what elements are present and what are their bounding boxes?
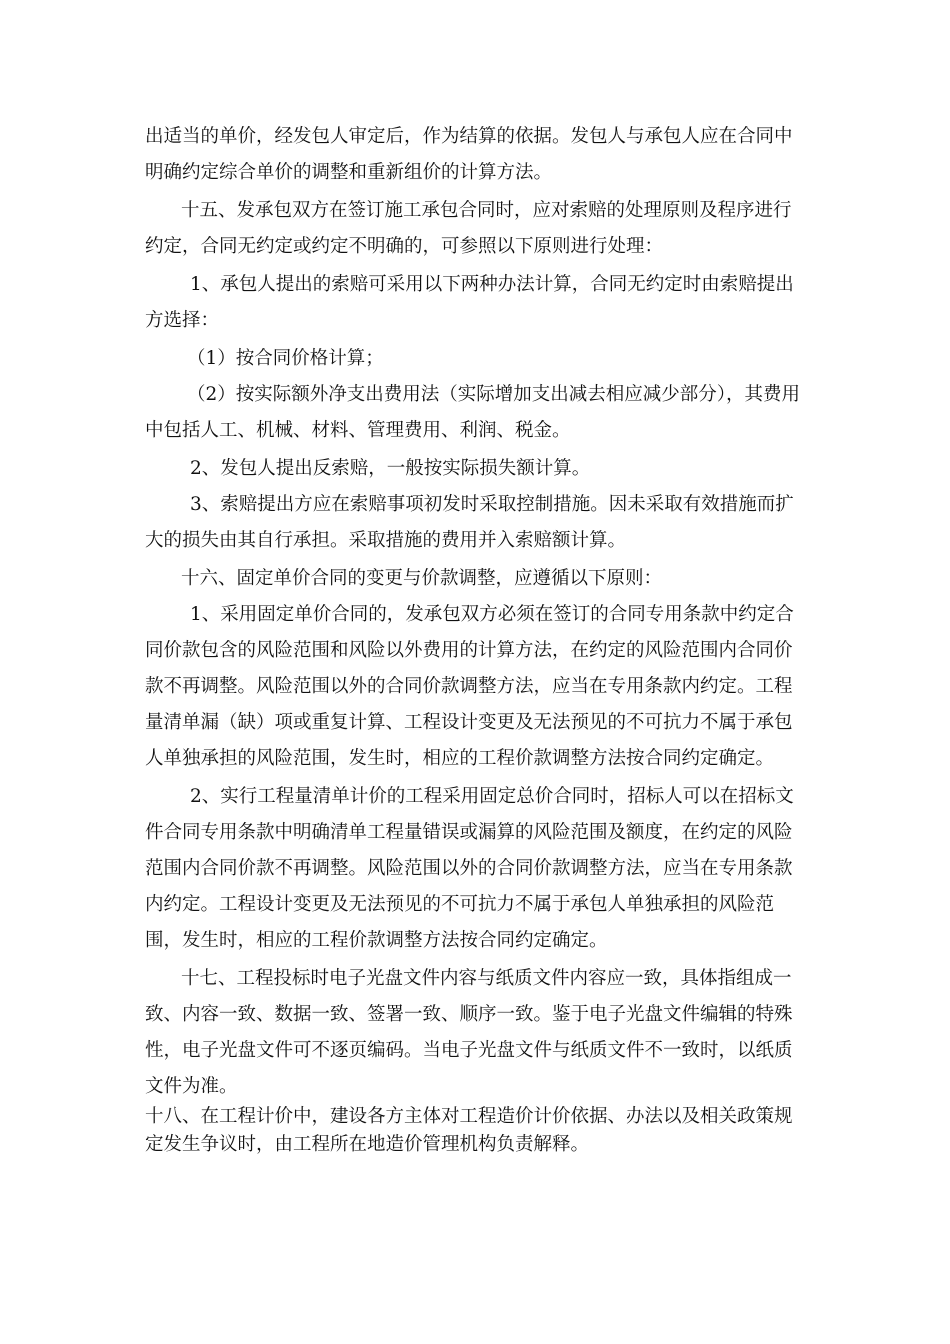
text-line: 1、采用固定单价合同的，发承包双方必须在签订的合同专用条款中约定合 xyxy=(190,604,794,625)
text-line: 件合同专用条款中明确清单工程量错误或漏算的风险范围及额度，在约定的风险 xyxy=(145,822,793,843)
text-line: 量清单漏（缺）项或重复计算、工程设计变更及无法预见的不可抗力不属于承包 xyxy=(145,712,793,733)
text-line: 款不再调整。风险范围以外的合同价款调整方法，应当在专用条款内约定。工程 xyxy=(145,676,793,697)
text-line: 约定，合同无约定或约定不明确的，可参照以下原则进行处理： xyxy=(145,236,664,257)
text-line: 2、实行工程量清单计价的工程采用固定总价合同时，招标人可以在招标文 xyxy=(190,786,794,807)
text-line: 同价款包含的风险范围和风险以外费用的计算方法，在约定的风险范围内合同价 xyxy=(145,640,793,661)
text-line: 人单独承担的风险范围，发生时，相应的工程价款调整方法按合同约定确定。 xyxy=(145,748,775,769)
text-line: （2）按实际额外净支出费用法（实际增加支出减去相应减少部分），其费用 xyxy=(187,384,801,405)
text-line: 性，电子光盘文件可不逐页编码。当电子光盘文件与纸质文件不一致时，以纸质 xyxy=(145,1040,793,1061)
text-line: 1、承包人提出的索赔可采用以下两种办法计算，合同无约定时由索赔提出 xyxy=(190,274,794,295)
text-line: 十五、发承包双方在签订施工承包合同时，应对索赔的处理原则及程序进行 xyxy=(181,200,792,221)
text-line: 致、内容一致、数据一致、签署一致、顺序一致。鉴于电子光盘文件编辑的特殊 xyxy=(145,1004,793,1025)
text-line: 十六、固定单价合同的变更与价款调整，应遵循以下原则： xyxy=(181,568,663,589)
text-line: 文件为准。 xyxy=(145,1076,238,1097)
text-line: 内约定。工程设计变更及无法预见的不可抗力不属于承包人单独承担的风险范 xyxy=(145,894,775,915)
text-line: 十七、工程投标时电子光盘文件内容与纸质文件内容应一致，具体指组成一 xyxy=(181,968,792,989)
text-line: 3、索赔提出方应在索赔事项初发时采取控制措施。因未采取有效措施而扩 xyxy=(190,494,794,515)
text-line: 出适当的单价，经发包人审定后，作为结算的依据。发包人与承包人应在合同中 xyxy=(145,126,793,147)
text-line: 大的损失由其自行承担。采取措施的费用并入索赔额计算。 xyxy=(145,530,627,551)
text-line: （1）按合同价格计算； xyxy=(187,348,384,369)
text-line: 十八、在工程计价中，建设各方主体对工程造价计价依据、办法以及相关政策规 xyxy=(145,1106,793,1127)
text-line: 定发生争议时，由工程所在地造价管理机构负责解释。 xyxy=(145,1134,590,1155)
text-line: 方选择： xyxy=(145,310,220,331)
text-line: 围，发生时，相应的工程价款调整方法按合同约定确定。 xyxy=(145,930,608,951)
text-line: 明确约定综合单价的调整和重新组价的计算方法。 xyxy=(145,162,553,183)
text-line: 2、发包人提出反索赔，一般按实际损失额计算。 xyxy=(190,458,591,479)
text-line: 中包括人工、机械、材料、管理费用、利润、税金。 xyxy=(145,420,571,441)
text-line: 范围内合同价款不再调整。风险范围以外的合同价款调整方法，应当在专用条款 xyxy=(145,858,793,879)
